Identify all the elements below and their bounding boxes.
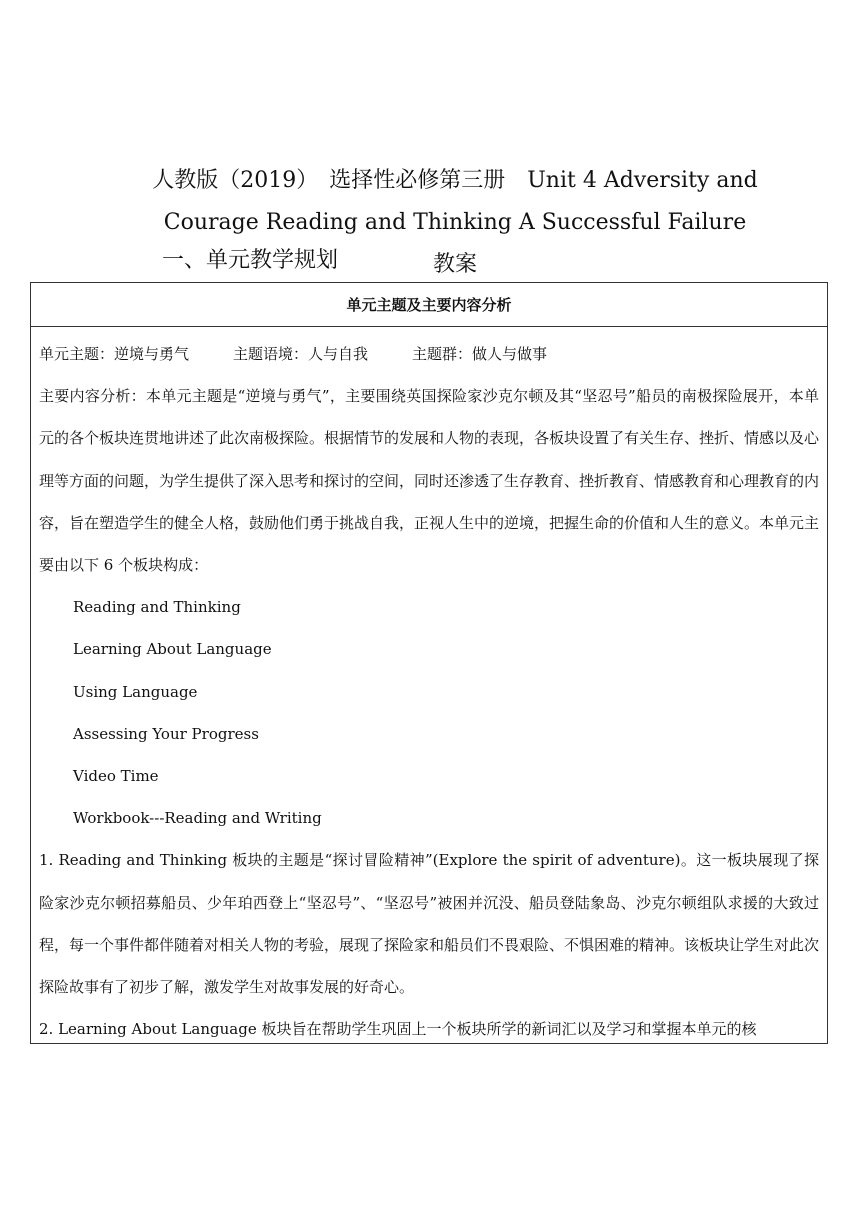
section-heading: 一、单元教学规划 (162, 248, 339, 273)
section-item: Using Language (73, 682, 198, 701)
title-line-1: 人教版（2019） 选择性必修第三册 Unit 4 Adversity and (152, 168, 758, 193)
content-analysis: 主要内容分析：本单元主题是“逆境与勇气”，主要围绕英国探险家沙克尔顿及其“坚忍号”船员的南极探险展开，本单元的各个板块连贯地讲述了此次南极探险。根据情节的发展和人物的表现，各板块设置了有关生存、挫折、情感以及心理等方面的问题，为学生提供了深入思考和探讨的空间，同时还渗透了生存教育、挫折教育、情感教育和心理教育的内容，旨在塑造学生的健全人格，鼓励他们勇于挑战自我，正视人生中的逆境，把握生命的价值和人生的意义。本单元主要由以下 6 个板块构成： (39, 387, 820, 575)
section-item: Reading and Thinking (73, 598, 241, 617)
section-item: Video Time (73, 767, 159, 786)
title-line-2: Courage Reading and Thinking A Successful Failure 教案 (163, 210, 747, 277)
unit-plan-table (30, 282, 828, 1044)
table-header: 单元主题及主要内容分析 (31, 283, 827, 327)
theme-group: 主题群：做人与做事 (412, 345, 548, 363)
theme-context: 主题语境：人与自我 (233, 345, 369, 363)
section-item: Workbook---Reading and Writing (73, 809, 322, 828)
section-item: Learning About Language (73, 640, 272, 659)
paragraph-learning-language: 2. Learning About Language 板块旨在帮助学生巩固上一个板块所学的新词汇以及学习和掌握本单元的核 (39, 1020, 757, 1039)
unit-theme: 单元主题：逆境与勇气 (39, 345, 190, 363)
paragraph-reading-thinking: 1. Reading and Thinking 板块的主题是“探讨冒险精神”(Explore the spirit of adventure)。这一板块展现了探险家沙克尔顿招募船员、少年珀西登上“坚忍号”、“坚忍号”被困并沉没、船员登陆象岛、沙克尔顿组队求援的大致过程，每一个事件都伴随着对相关人物的考验，展现了探险家和船员们不畏艰险、不惧困难的精神。该板块让学生对此次探险故事有了初步了解，激发学生对故事发展的好奇心。 (39, 851, 820, 997)
section-item: Assessing Your Progress (73, 724, 259, 743)
theme-line (39, 333, 819, 375)
table-content-cell (31, 327, 827, 1044)
